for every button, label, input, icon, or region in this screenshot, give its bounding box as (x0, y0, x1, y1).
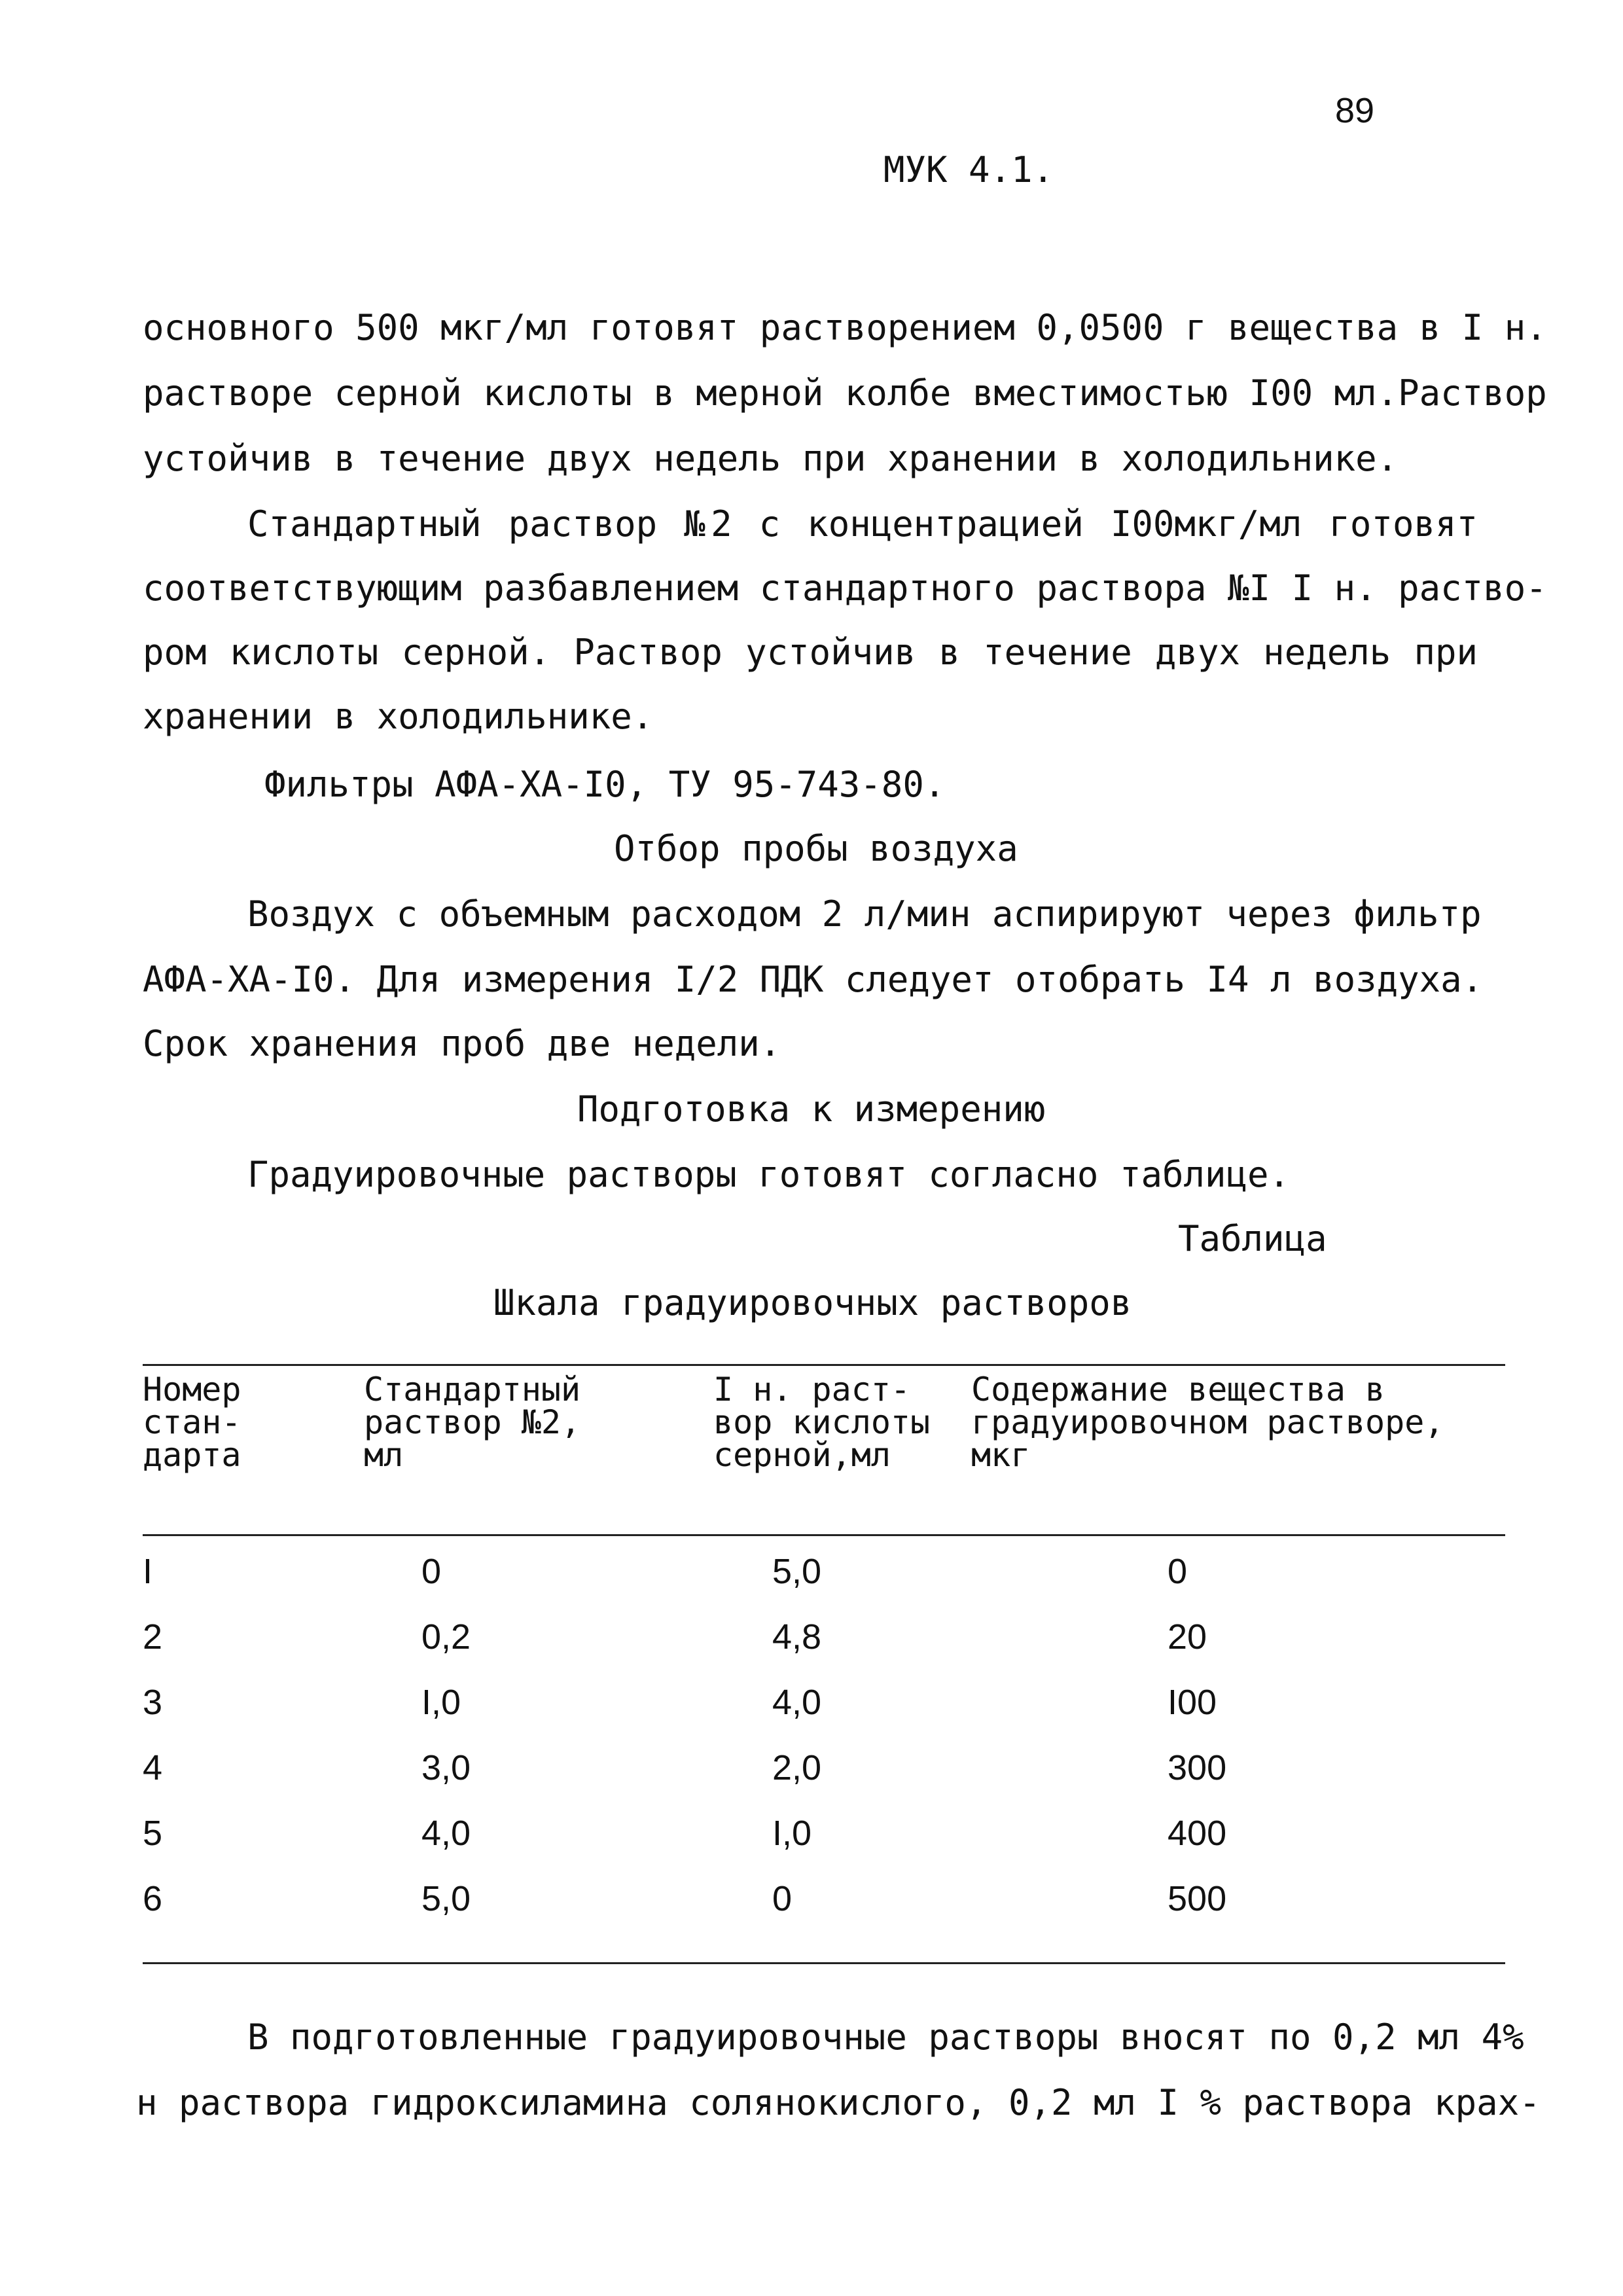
table-cell: 500 (1168, 1879, 1227, 1918)
table-header-rule (143, 1534, 1505, 1536)
page-number: 89 (1335, 91, 1375, 130)
table-cell: 0 (421, 1552, 442, 1591)
paragraph-line: хранении в холодильнике. (143, 696, 654, 737)
paragraph-line: ром кислоты серной. Раствор устойчив в течение двух недель при (143, 632, 1478, 673)
table-cell: 4 (143, 1748, 163, 1787)
filters-line: Фильтры АФА-ХА-I0, ТУ 95-743-80. (264, 764, 946, 805)
table-title: Шкала градуировочных растворов (493, 1282, 1132, 1323)
table-cell: 300 (1168, 1748, 1227, 1787)
table-header-standard-solution: Стандартный раствор №2, мл (364, 1371, 581, 1474)
table-label: Таблица (1178, 1218, 1327, 1259)
table-cell: 4,0 (772, 1683, 822, 1722)
table-cell: 5 (143, 1814, 163, 1853)
table-cell: 0 (1168, 1552, 1188, 1591)
table-cell: 3,0 (421, 1748, 471, 1787)
table-cell: 20 (1168, 1617, 1207, 1657)
table-header-standard-number: Номер стан- дарта (143, 1371, 241, 1474)
paragraph-line: н раствора гидроксиламина солянокислого, 0,2 мл I % раствора крах- (136, 2082, 1541, 2123)
table-cell: 2,0 (772, 1748, 822, 1787)
table-header-content: Содержание вещества в градуировочном растворе, мкг (971, 1371, 1444, 1474)
table-cell: I,0 (772, 1814, 812, 1853)
paragraph-line: основного 500 мкг/мл готовят растворением 0,0500 г вещества в I н. (143, 307, 1547, 348)
paragraph-line: АФА-ХА-I0. Для измерения I/2 ПДК следует отобрать I4 л воздуха. (143, 959, 1484, 1000)
table-bottom-rule (143, 1962, 1505, 1964)
paragraph-line: Градуировочные растворы готовят согласно таблице. (247, 1154, 1291, 1195)
table-cell: I (143, 1552, 153, 1591)
paragraph-line: Воздух с объемным расходом 2 л/мин аспирируют через фильтр (247, 893, 1482, 935)
table-cell: 2 (143, 1617, 163, 1657)
table-header-acid-solution: I н. раст- вор кислоты серной,мл (713, 1371, 931, 1474)
section-heading-preparation: Подготовка к измерению (577, 1088, 1046, 1130)
table-cell: I00 (1168, 1683, 1217, 1722)
paragraph-line: растворе серной кислоты в мерной колбе вместимостью I00 мл.Раствор (143, 372, 1547, 414)
section-heading-sampling: Отбор пробы воздуха (614, 828, 1018, 869)
table-cell: 4,0 (421, 1814, 471, 1853)
paragraph-line: Срок хранения проб две недели. (143, 1023, 781, 1064)
table-cell: 0,2 (421, 1617, 471, 1657)
table-cell: 3 (143, 1683, 163, 1722)
document-code: МУК 4.1. (883, 149, 1054, 190)
paragraph-line: В подготовленные градуировочные растворы вносят по 0,2 мл 4% (247, 2017, 1524, 2058)
paragraph-line: устойчив в течение двух недель при хранении в холодильнике. (143, 438, 1399, 479)
table-cell: 5,0 (772, 1552, 822, 1591)
paragraph-line: Стандартный раствор №2 с концентрацией I00мкг/мл готовят (247, 503, 1478, 545)
table-cell: 400 (1168, 1814, 1227, 1853)
table-cell: 6 (143, 1879, 163, 1918)
paragraph-line: соответствующим разбавлением стандартного раствора №I I н. раство- (143, 567, 1547, 609)
table-cell: 4,8 (772, 1617, 822, 1657)
table-cell: 5,0 (421, 1879, 471, 1918)
table-top-rule (143, 1364, 1505, 1366)
table-cell: I,0 (421, 1683, 461, 1722)
table-cell: 0 (772, 1879, 793, 1918)
